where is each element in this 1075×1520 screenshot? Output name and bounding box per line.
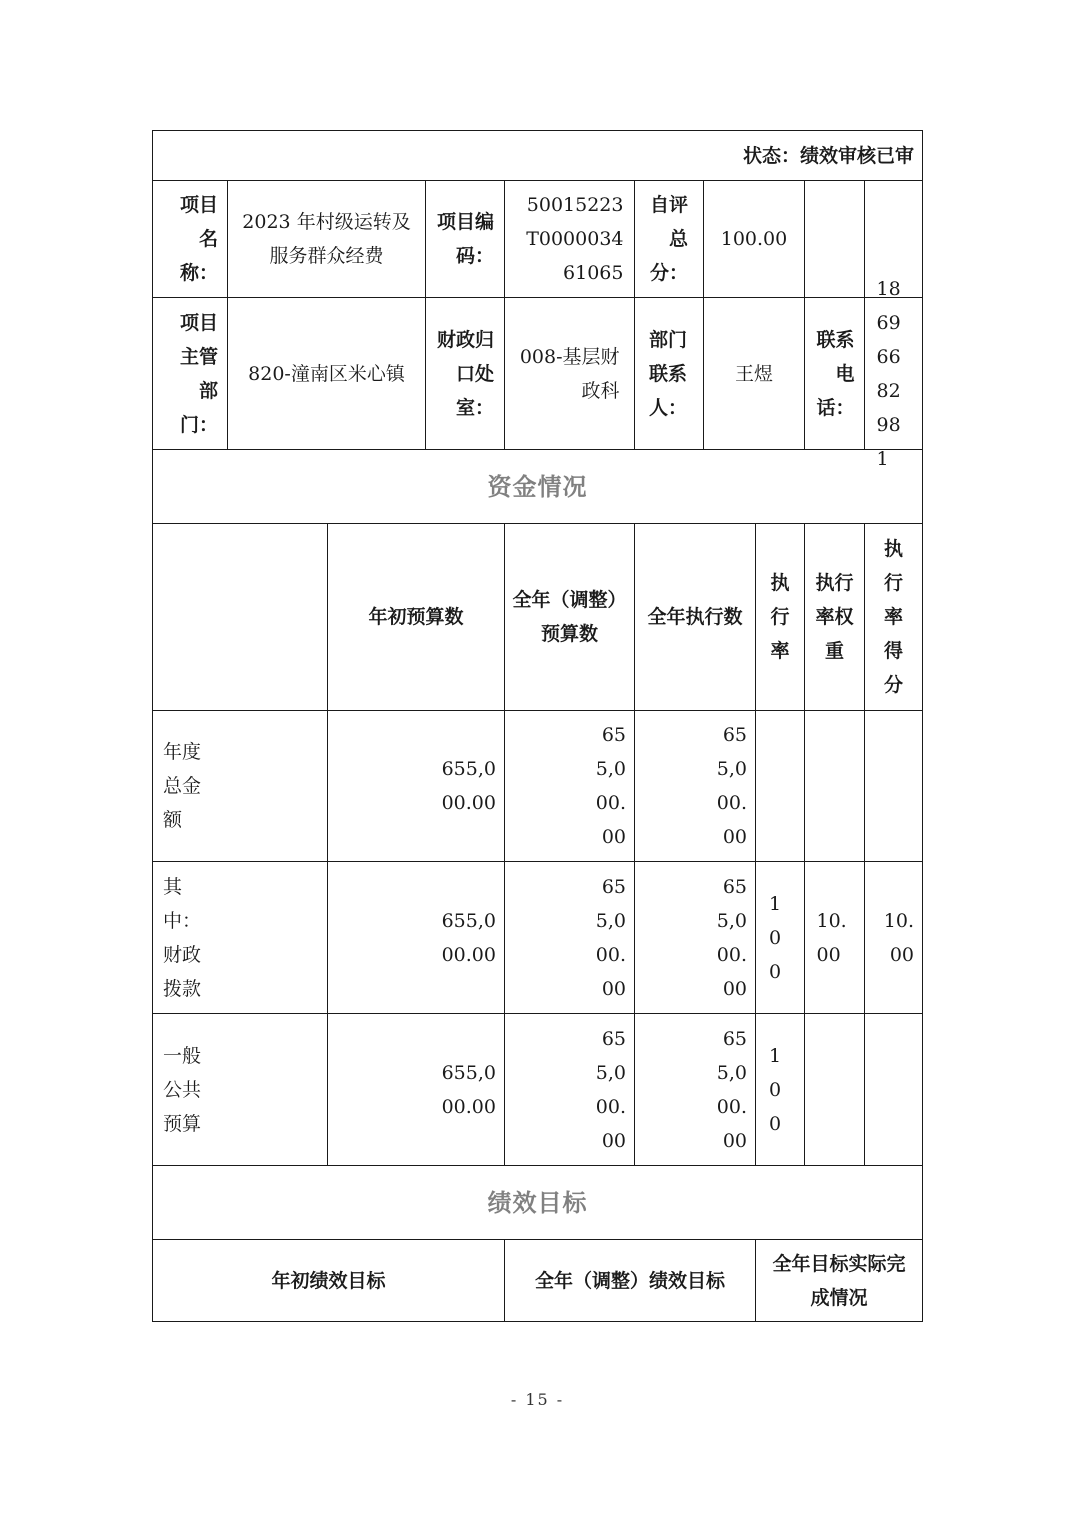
contact-value: 王煜 [734, 362, 773, 385]
goal-header-initial-text: 年初绩效目标 [271, 1269, 386, 1292]
row-fiscal-label: 其中：财政拨款 [163, 875, 202, 1000]
status-cell [152, 130, 923, 181]
row-general-adjusted-cell [504, 1013, 635, 1166]
phone-value: 18696682981 [876, 277, 901, 470]
project-code-label-cell [425, 180, 505, 298]
row-fiscal-initial-cell [327, 861, 505, 1014]
row-general-weight-cell [804, 1013, 865, 1166]
row-fiscal-rate-cell [755, 861, 805, 1014]
goal-header-adjusted-text: 全年（调整）绩效目标 [534, 1269, 725, 1292]
row-fiscal-initial: 655,000.00 [441, 909, 496, 966]
project-code-label: 项目编码： [436, 211, 494, 267]
goal-header-initial [152, 1239, 505, 1322]
goal-header-adjusted [504, 1239, 756, 1322]
row-general-score-cell [864, 1013, 923, 1166]
header-exec-weight-text: 执行率权重 [815, 572, 854, 662]
page-number: - 15 - [510, 1390, 565, 1409]
phone-value-cell [864, 277, 923, 470]
phone-label-cell [804, 297, 865, 450]
row-general-adjusted: 655,000.00 [595, 1027, 626, 1152]
status-text: 状态：绩效审核已审 [742, 144, 914, 167]
table-row-label [152, 1013, 328, 1166]
row-general-rate: 100 [769, 1044, 782, 1135]
row-general-initial-cell [327, 1013, 505, 1166]
project-name-label-cell [152, 180, 228, 298]
row-general-executed: 655,000.00 [716, 1027, 747, 1152]
dept-label-cell [152, 297, 228, 450]
contact-value-cell [703, 297, 805, 450]
funds-section-header [152, 449, 923, 524]
goals-section-title: 绩效目标 [487, 1188, 588, 1217]
row-total-initial: 655,000.00 [441, 758, 496, 814]
row-total-weight-cell [804, 710, 865, 862]
header-executed-text: 全年执行数 [647, 606, 743, 628]
funds-section-title: 资金情况 [487, 472, 588, 501]
row-fiscal-score-cell [864, 861, 923, 1014]
header-executed [634, 523, 756, 711]
row-total-score-cell [864, 710, 923, 862]
contact-label: 部门联系人： [649, 328, 688, 419]
header-exec-rate-text: 执行率 [770, 572, 790, 662]
goal-header-actual-text: 全年目标实际完成情况 [772, 1252, 906, 1309]
row-total-executed: 655,000.00 [716, 724, 747, 848]
project-name-value: 2023 年村级运转及服务群众经费 [242, 211, 411, 267]
row-general-executed-cell [634, 1013, 756, 1166]
row-fiscal-adjusted: 655,000.00 [595, 875, 626, 1000]
goals-section-header [152, 1165, 923, 1240]
self-score-value-cell [703, 180, 805, 298]
row-total-executed-cell [634, 710, 756, 862]
row-fiscal-executed: 655,000.00 [716, 875, 747, 1000]
header-adjusted-budget [504, 523, 635, 711]
row-fiscal-rate: 100 [769, 892, 782, 983]
table-row-label [152, 710, 328, 862]
header-initial-budget-text: 年初预算数 [368, 606, 464, 628]
self-score-label: 自评总分： [650, 194, 689, 284]
header-exec-rate [755, 523, 805, 711]
header-exec-weight [804, 523, 865, 711]
finance-office-label-cell [425, 297, 505, 450]
dept-label: 项目主管部门： [179, 311, 218, 436]
project-code-value: 50015223T000003461065 [526, 194, 624, 284]
funds-header-empty [152, 523, 328, 711]
contact-label-cell [634, 297, 704, 450]
row-fiscal-weight: 10.00 [816, 909, 847, 966]
finance-office-label: 财政归口处室： [436, 328, 494, 419]
row-general-rate-cell [755, 1013, 805, 1166]
header-exec-score-text: 执行率得分 [883, 538, 903, 696]
row-total-label: 年度总金额 [163, 741, 202, 831]
self-score-label-cell [634, 180, 704, 298]
header-initial-budget [327, 523, 505, 711]
row-general-initial: 655,000.00 [441, 1061, 496, 1118]
row-total-rate-cell [755, 710, 805, 862]
dept-value-cell [227, 297, 426, 450]
self-score-value: 100.00 [720, 228, 788, 250]
project-code-value-cell [504, 180, 635, 298]
project-name-label: 项目名称： [179, 194, 218, 284]
row-general-label: 一般公共预算 [163, 1044, 202, 1135]
row-fiscal-executed-cell [634, 861, 756, 1014]
row-fiscal-score: 10.00 [883, 909, 914, 966]
phone-label: 联系电话： [816, 328, 855, 419]
empty-cell [804, 180, 865, 298]
row-total-adjusted: 655,000.00 [595, 724, 626, 848]
finance-office-value-cell [504, 297, 635, 450]
dept-value: 820-潼南区米心镇 [248, 362, 405, 385]
row-total-initial-cell [327, 710, 505, 862]
header-exec-score [864, 523, 923, 711]
row-total-adjusted-cell [504, 710, 635, 862]
goal-header-actual [755, 1239, 923, 1322]
row-fiscal-weight-cell [804, 861, 865, 1014]
finance-office-value: 008-基层财政科 [519, 345, 620, 402]
header-adjusted-budget-text: 全年（调整）预算数 [512, 589, 627, 645]
project-name-value-cell [227, 180, 426, 298]
table-row-label [152, 861, 328, 1014]
row-fiscal-adjusted-cell [504, 861, 635, 1014]
